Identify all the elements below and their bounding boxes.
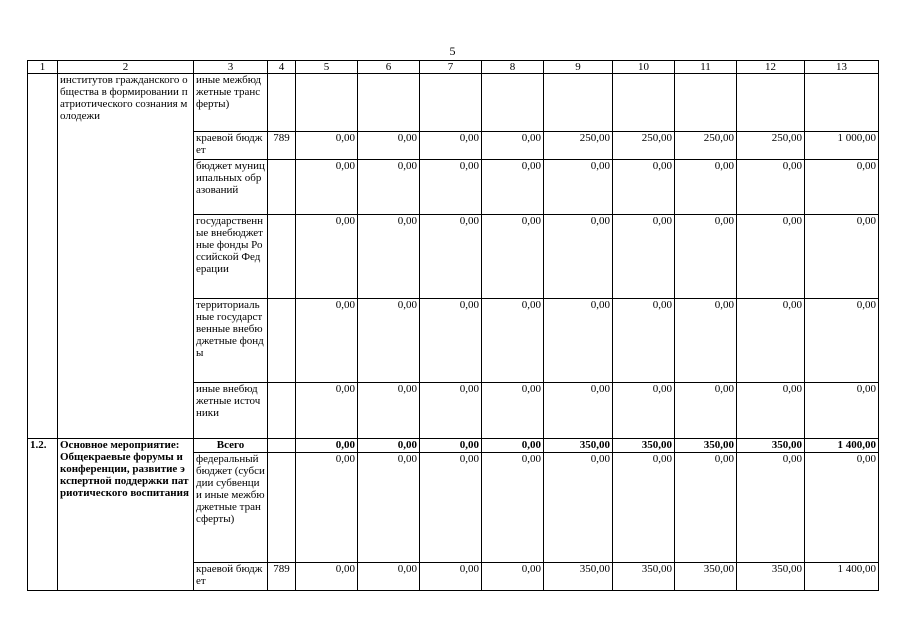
amount-cell: 0,00: [358, 160, 420, 215]
amount-cell: 0,00: [805, 160, 879, 215]
amount-cell: [296, 74, 358, 132]
budget-code: [268, 299, 296, 383]
amount-cell: 350,00: [675, 439, 737, 453]
amount-cell: [420, 74, 482, 132]
funding-source: территориальные государственные внебюджетные фонды: [194, 299, 268, 383]
amount-cell: 0,00: [420, 132, 482, 160]
amount-cell: 0,00: [482, 215, 544, 299]
amount-cell: [482, 74, 544, 132]
amount-cell: 0,00: [296, 563, 358, 591]
row-number: [28, 74, 58, 439]
amount-cell: 250,00: [675, 132, 737, 160]
column-header: 4: [268, 61, 296, 74]
event-name: [58, 439, 194, 591]
budget-code: [268, 74, 296, 132]
amount-cell: 0,00: [482, 563, 544, 591]
amount-cell: 0,00: [737, 160, 805, 215]
funding-source: краевой бюджет: [194, 563, 268, 591]
amount-cell: 250,00: [544, 132, 613, 160]
amount-cell: 0,00: [420, 563, 482, 591]
column-header: 9: [544, 61, 613, 74]
amount-cell: 0,00: [613, 383, 675, 439]
amount-cell: 0,00: [420, 299, 482, 383]
amount-cell: [805, 74, 879, 132]
amount-cell: 0,00: [544, 299, 613, 383]
column-header: 10: [613, 61, 675, 74]
amount-cell: 0,00: [358, 563, 420, 591]
budget-code: [268, 383, 296, 439]
event-name: [58, 74, 194, 439]
column-header: 11: [675, 61, 737, 74]
amount-cell: 0,00: [420, 215, 482, 299]
amount-cell: 0,00: [805, 215, 879, 299]
column-header: 2: [58, 61, 194, 74]
amount-cell: 0,00: [544, 453, 613, 563]
amount-cell: 0,00: [358, 299, 420, 383]
column-header: 5: [296, 61, 358, 74]
amount-cell: 0,00: [296, 299, 358, 383]
amount-cell: 0,00: [805, 383, 879, 439]
amount-cell: 1 400,00: [805, 439, 879, 453]
funding-source: иные межбюджетные трансферты): [194, 74, 268, 132]
amount-cell: [544, 74, 613, 132]
amount-cell: 0,00: [296, 383, 358, 439]
amount-cell: 350,00: [737, 439, 805, 453]
amount-cell: 0,00: [482, 439, 544, 453]
amount-cell: 350,00: [544, 439, 613, 453]
amount-cell: [358, 74, 420, 132]
funding-source: государственные внебюджетные фонды Российской Федерации: [194, 215, 268, 299]
funding-source: иные внебюджетные источники: [194, 383, 268, 439]
amount-cell: 1 400,00: [805, 563, 879, 591]
budget-code: [268, 160, 296, 215]
amount-cell: 0,00: [296, 453, 358, 563]
amount-cell: 0,00: [613, 453, 675, 563]
column-header: 7: [420, 61, 482, 74]
amount-cell: 350,00: [613, 563, 675, 591]
page-number: 5: [449, 44, 456, 58]
header-row: [28, 61, 879, 74]
amount-cell: 0,00: [420, 453, 482, 563]
budget-code: [268, 439, 296, 453]
column-header: 3: [194, 61, 268, 74]
amount-cell: 0,00: [675, 453, 737, 563]
amount-cell: 0,00: [358, 453, 420, 563]
amount-cell: 0,00: [737, 453, 805, 563]
table-row: [28, 74, 879, 132]
amount-cell: 0,00: [805, 453, 879, 563]
budget-code: [268, 453, 296, 563]
funding-source: Всего: [194, 439, 268, 453]
column-header: 1: [28, 61, 58, 74]
amount-cell: 250,00: [613, 132, 675, 160]
amount-cell: 0,00: [482, 299, 544, 383]
amount-cell: 0,00: [296, 160, 358, 215]
amount-cell: 0,00: [544, 215, 613, 299]
event-title: Основное мероприятие:: [60, 439, 180, 451]
amount-cell: 0,00: [296, 439, 358, 453]
amount-cell: 0,00: [613, 215, 675, 299]
amount-cell: [613, 74, 675, 132]
amount-cell: [675, 74, 737, 132]
amount-cell: 0,00: [544, 383, 613, 439]
column-header: 13: [805, 61, 879, 74]
column-header: 8: [482, 61, 544, 74]
amount-cell: 0,00: [482, 160, 544, 215]
budget-code: 789: [268, 132, 296, 160]
funding-source: краевой бюджет: [194, 132, 268, 160]
event-description: Общекраевые форумы и конференции, развитие экспертной поддержки патриотического воспитания: [60, 451, 189, 499]
amount-cell: 1 000,00: [805, 132, 879, 160]
amount-cell: 0,00: [358, 215, 420, 299]
amount-cell: 0,00: [482, 453, 544, 563]
amount-cell: 0,00: [613, 299, 675, 383]
amount-cell: 0,00: [420, 383, 482, 439]
budget-code: 789: [268, 563, 296, 591]
amount-cell: 0,00: [675, 215, 737, 299]
amount-cell: 350,00: [675, 563, 737, 591]
amount-cell: 0,00: [675, 383, 737, 439]
amount-cell: 0,00: [482, 383, 544, 439]
amount-cell: [737, 74, 805, 132]
event-description: институтов гражданского общества в формировании патриотического сознания молодежи: [60, 74, 188, 122]
amount-cell: 0,00: [737, 383, 805, 439]
amount-cell: 0,00: [296, 215, 358, 299]
funding-source: федеральный бюджет (субсидии субвенции иные межбюджетные трансферты): [194, 453, 268, 563]
amount-cell: 0,00: [420, 439, 482, 453]
amount-cell: 250,00: [737, 132, 805, 160]
funding-source: бюджет муниципальных образований: [194, 160, 268, 215]
budget-code: [268, 215, 296, 299]
table-row: [28, 439, 879, 453]
amount-cell: 0,00: [358, 132, 420, 160]
column-header: 6: [358, 61, 420, 74]
column-header: 12: [737, 61, 805, 74]
amount-cell: 0,00: [420, 160, 482, 215]
amount-cell: 0,00: [737, 299, 805, 383]
amount-cell: 0,00: [675, 160, 737, 215]
amount-cell: 0,00: [805, 299, 879, 383]
amount-cell: 0,00: [358, 383, 420, 439]
amount-cell: 0,00: [613, 160, 675, 215]
amount-cell: 0,00: [296, 132, 358, 160]
row-number: 1.2.: [28, 439, 58, 591]
amount-cell: 0,00: [482, 132, 544, 160]
amount-cell: 350,00: [544, 563, 613, 591]
amount-cell: 0,00: [675, 299, 737, 383]
amount-cell: 0,00: [737, 215, 805, 299]
amount-cell: 350,00: [737, 563, 805, 591]
budget-table: [27, 60, 879, 591]
amount-cell: 0,00: [544, 160, 613, 215]
amount-cell: 0,00: [358, 439, 420, 453]
amount-cell: 350,00: [613, 439, 675, 453]
